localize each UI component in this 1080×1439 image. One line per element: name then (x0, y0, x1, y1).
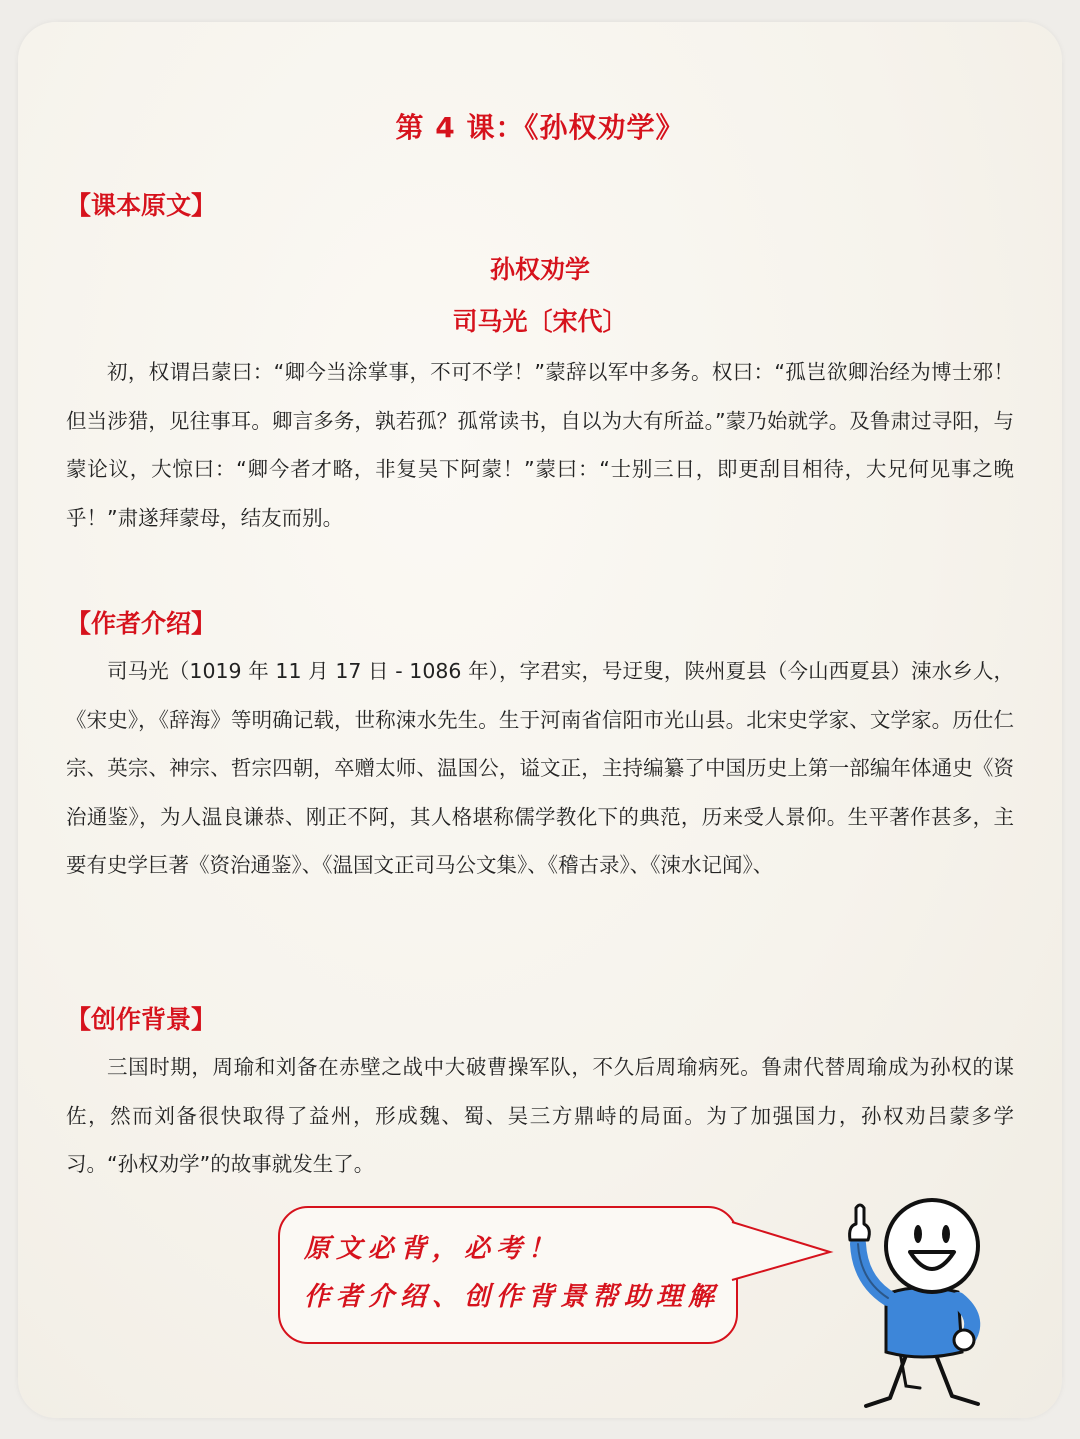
section-heading-background: 【创作背景】 (66, 1005, 217, 1034)
cartoon-figure-icon (830, 1190, 1030, 1420)
poem-author: 司马光〔宋代〕 (452, 307, 628, 336)
callout-line-1: 原文必背，必考！ (304, 1234, 561, 1264)
callout-line-2: 作者介绍、创作背景帮助理解 (304, 1282, 721, 1312)
original-text: 初，权谓吕蒙曰：“卿今当涂掌事，不可不学！”蒙辞以军中多务。权曰：“孤岂欲卿治经为博士邪！但当涉猎，见往事耳。卿言多务，孰若孤？孤常读书，自以为大有所益。”蒙乃始就学。及鲁肃过寻阳，与蒙论议，大惊曰：“卿今者才略，非复吴下阿蒙！”蒙曰：“士别三日，即更刮目相待，大兄何见事之晚乎！”肃遂拜蒙母，结友而别。 (66, 360, 1014, 530)
section-heading-original: 【课本原文】 (66, 191, 217, 220)
section-heading-author: 【作者介绍】 (66, 609, 217, 638)
page-title: 第 4 课：《孙权劝学》 (395, 111, 685, 144)
callout-tail (730, 1218, 834, 1292)
poem-title: 孙权劝学 (489, 255, 590, 284)
callout-bubble (278, 1206, 738, 1344)
author-text: 司马光（1019 年 11 月 17 日 - 1086 年），字君实，号迂叟，陕州夏县（今山西夏县）涑水乡人，《宋史》，《辞海》等明确记载，世称涑水先生。生于河南省信阳市光山县。北宋史学家、文学家。历仕仁宗、英宗、神宗、哲宗四朝，卒赠太师、温国公，谥文正，主持编纂了中国历史上第一部编年体通史《资治通鉴》，为人温良谦恭、刚正不阿，其人格堪称儒学教化下的典范，历来受人景仰。生平著作甚多，主要有史学巨著《资治通鉴》、《温国文正司马公文集》、《稽古录》、《涑水记闻》、 (66, 659, 1014, 878)
background-text: 三国时期，周瑜和刘备在赤壁之战中大破曹操军队，不久后周瑜病死。鲁肃代替周瑜成为孙权的谋佐，然而刘备很快取得了益州，形成魏、蜀、吴三方鼎峙的局面。为了加强国力，孙权劝吕蒙多学习。“孙权劝学”的故事就发生了。 (66, 1055, 1014, 1177)
